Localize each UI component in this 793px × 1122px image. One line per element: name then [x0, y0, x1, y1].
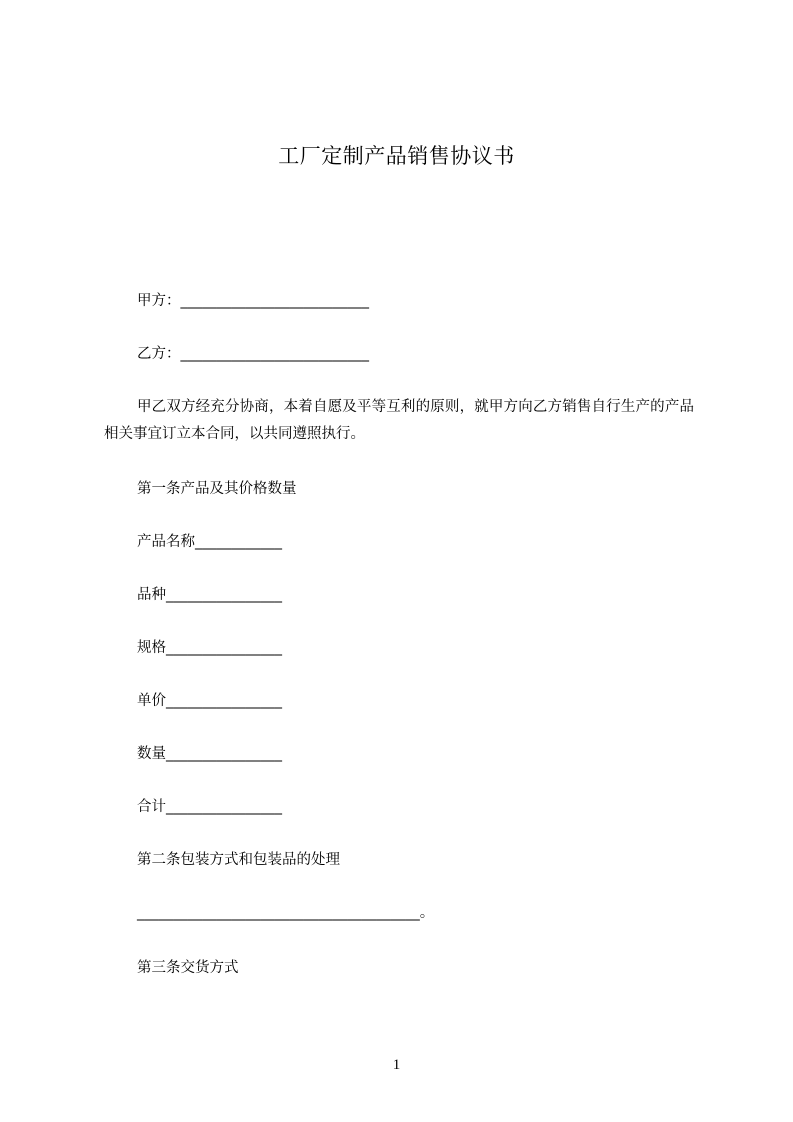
variety-field: 品种________________	[137, 587, 282, 603]
product-name-field: 产品名称____________	[137, 534, 282, 550]
unit-price-field: 单价________________	[137, 693, 282, 709]
quantity-field: 数量________________	[137, 746, 282, 762]
article-1-heading: 第一条产品及其价格数量	[137, 481, 297, 497]
intro-paragraph: 甲乙双方经充分协商，本着自愿及平等互利的原则，就甲方向乙方销售自行生产的产品相关事宜订立本合同，以共同遵照执行。	[104, 399, 694, 442]
document-title: 工厂定制产品销售协议书	[278, 144, 515, 168]
article-2-heading: 第二条包装方式和包装品的处理	[137, 852, 340, 868]
party-b-line: 乙方：__________________________	[137, 346, 369, 362]
article-3-heading: 第三条交货方式	[137, 960, 239, 976]
specification-field: 规格________________	[137, 640, 282, 656]
packaging-blank-line: _______________________________________。	[137, 905, 435, 921]
page-number: 1	[392, 1057, 401, 1073]
total-field: 合计________________	[137, 799, 282, 815]
party-a-line: 甲方：__________________________	[137, 293, 369, 309]
